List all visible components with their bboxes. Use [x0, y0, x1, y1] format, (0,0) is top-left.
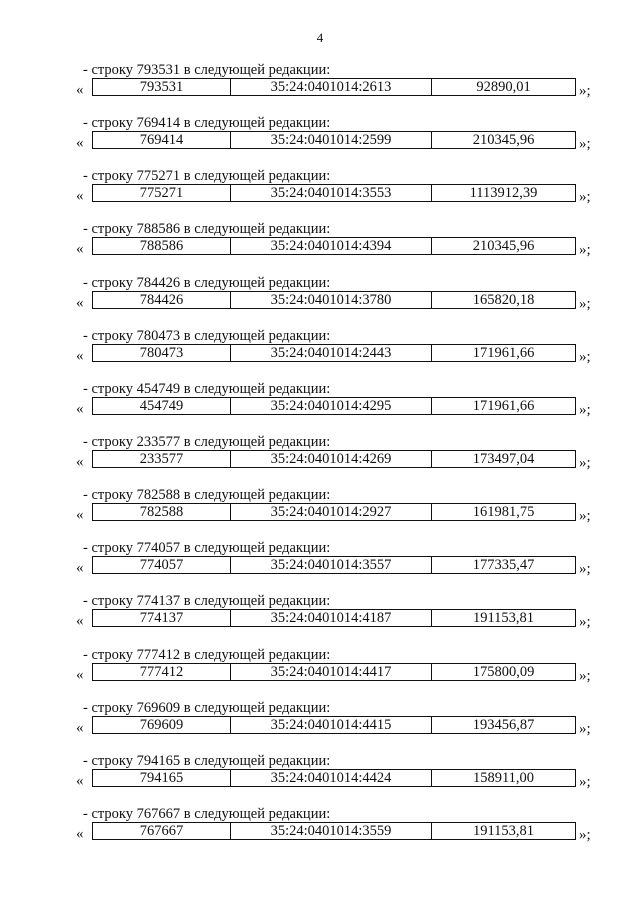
cell-value: 210345,96: [472, 238, 535, 255]
amendment-caption: [83, 328, 330, 344]
amendment-entry: [0, 275, 640, 328]
open-quote: «: [76, 666, 84, 683]
caption-prefix: - строку: [83, 62, 133, 78]
caption-prefix: - строку: [83, 380, 133, 397]
table-row: [92, 503, 576, 521]
caption-row-id: 784426: [136, 274, 181, 291]
cell-cadastral-number: 35:24:0401014:4187: [231, 610, 432, 626]
caption-row-id: 769609: [136, 699, 181, 716]
amendment-entry: [0, 221, 640, 274]
cell-row-id: 454749: [93, 398, 231, 414]
caption-row-id: 233577: [136, 433, 181, 450]
caption-row-id: 794165: [136, 752, 181, 769]
caption-row-id: 774057: [136, 540, 181, 557]
amendment-caption: [83, 700, 330, 716]
cell-row-id: 793531: [93, 79, 231, 95]
cell-cadastral-number: 35:24:0401014:4417: [231, 664, 432, 680]
close-quote: »;: [579, 773, 591, 790]
amendment-caption: [83, 806, 330, 822]
open-quote: «: [76, 560, 84, 577]
caption-suffix: в следующей редакции:: [183, 487, 331, 504]
amendment-entry: [0, 168, 640, 221]
cell-cadastral-number: 35:24:0401014:3557: [231, 557, 432, 573]
cell-cadastral-number: 35:24:0401014:3780: [231, 292, 432, 308]
amendment-caption: [83, 487, 330, 503]
cell-row-id: 767667: [93, 823, 231, 839]
close-quote: »;: [579, 508, 591, 525]
caption-row-id: 454749: [136, 380, 181, 397]
caption-prefix: - строку: [83, 752, 133, 769]
cell-row-id: 777412: [93, 664, 231, 680]
table-row: [92, 131, 576, 149]
amendment-caption: [83, 381, 330, 397]
caption-prefix: - строку: [83, 168, 133, 185]
amendment-caption: [83, 62, 330, 78]
caption-suffix: в следующей редакции:: [183, 380, 331, 397]
open-quote: «: [76, 772, 84, 789]
close-quote: »;: [579, 189, 591, 206]
open-quote: «: [76, 719, 84, 736]
close-quote: »;: [579, 242, 591, 259]
close-quote: »;: [579, 348, 591, 365]
cell-value: 191153,81: [472, 822, 535, 839]
caption-prefix: - строку: [83, 540, 133, 557]
caption-suffix: в следующей редакции:: [183, 646, 331, 663]
cell-value: 210345,96: [472, 132, 535, 149]
cell-row-id: 788586: [93, 238, 231, 254]
amendment-entry: [0, 593, 640, 646]
caption-prefix: - строку: [83, 805, 133, 822]
amendment-entry: [0, 487, 640, 540]
amendment-entry: [0, 753, 640, 806]
table-row: [92, 769, 576, 787]
table-row: [92, 556, 576, 574]
table-row: [92, 344, 576, 362]
open-quote: «: [76, 453, 84, 470]
close-quote: »;: [579, 295, 591, 312]
amendment-entry: [0, 540, 640, 593]
close-quote: »;: [579, 720, 591, 737]
cell-row-id: 782588: [93, 504, 231, 520]
cell-value: 173497,04: [472, 450, 535, 467]
caption-suffix: в следующей редакции:: [183, 752, 331, 769]
cell-value: 177335,47: [472, 557, 535, 574]
amendment-entry: [0, 700, 640, 753]
cell-row-id: 774137: [93, 610, 231, 626]
close-quote: »;: [579, 667, 591, 684]
cell-cadastral-number: 35:24:0401014:2613: [231, 79, 432, 95]
caption-suffix: в следующей редакции:: [183, 168, 331, 185]
close-quote: »;: [579, 454, 591, 471]
open-quote: «: [76, 135, 84, 152]
cell-row-id: 775271: [93, 185, 231, 201]
open-quote: «: [76, 347, 84, 364]
open-quote: «: [76, 82, 84, 98]
cell-cadastral-number: 35:24:0401014:4415: [231, 717, 432, 733]
amendment-entry: [0, 115, 640, 168]
caption-row-id: 780473: [136, 327, 181, 344]
open-quote: «: [76, 241, 84, 258]
table-row: [92, 237, 576, 255]
amendment-caption: [83, 115, 330, 131]
amendment-caption: [83, 434, 330, 450]
table-row: [92, 291, 576, 309]
cell-cadastral-number: 35:24:0401014:2927: [231, 504, 432, 520]
amendment-caption: [83, 221, 330, 237]
cell-value: 165820,18: [472, 291, 535, 308]
close-quote: »;: [579, 826, 591, 843]
caption-row-id: 782588: [136, 487, 181, 504]
close-quote: »;: [579, 614, 591, 631]
amendment-caption: [83, 647, 330, 663]
table-row: [92, 822, 576, 840]
caption-prefix: - строку: [83, 221, 133, 238]
close-quote: »;: [579, 136, 591, 153]
open-quote: «: [76, 294, 84, 311]
table-row: [92, 716, 576, 734]
caption-row-id: 793531: [136, 62, 181, 78]
amendment-caption: [83, 168, 330, 184]
open-quote: «: [76, 507, 84, 524]
caption-row-id: 769414: [136, 115, 181, 132]
close-quote: »;: [579, 561, 591, 578]
cell-row-id: 233577: [93, 451, 231, 467]
caption-prefix: - строку: [83, 115, 133, 132]
caption-prefix: - строку: [83, 487, 133, 504]
amendment-caption: [83, 753, 330, 769]
amendment-entry: [0, 806, 640, 859]
cell-row-id: 769414: [93, 132, 231, 148]
cell-row-id: 784426: [93, 292, 231, 308]
cell-row-id: 774057: [93, 557, 231, 573]
close-quote: »;: [579, 401, 591, 418]
amendment-entry: [0, 434, 640, 487]
caption-prefix: - строку: [83, 327, 133, 344]
cell-value: 193456,87: [472, 716, 535, 733]
page-number: 4: [316, 30, 324, 45]
caption-suffix: в следующей редакции:: [183, 327, 331, 344]
cell-cadastral-number: 35:24:0401014:4269: [231, 451, 432, 467]
caption-suffix: в следующей редакции:: [183, 115, 331, 132]
amendment-caption: [83, 593, 330, 609]
cell-cadastral-number: 35:24:0401014:4394: [231, 238, 432, 254]
amendment-entry: [0, 647, 640, 700]
close-quote: »;: [579, 83, 591, 99]
cell-cadastral-number: 35:24:0401014:3553: [231, 185, 432, 201]
table-row: [92, 184, 576, 202]
caption-row-id: 777412: [136, 646, 181, 663]
caption-prefix: - строку: [83, 274, 133, 291]
cell-row-id: 769609: [93, 717, 231, 733]
cell-cadastral-number: 35:24:0401014:4295: [231, 398, 432, 414]
open-quote: «: [76, 613, 84, 630]
cell-cadastral-number: 35:24:0401014:2443: [231, 345, 432, 361]
open-quote: «: [76, 825, 84, 842]
cell-row-id: 794165: [93, 770, 231, 786]
caption-row-id: 774137: [136, 593, 181, 610]
cell-value: 92890,01: [476, 79, 531, 95]
caption-suffix: в следующей редакции:: [183, 221, 331, 238]
table-row: [92, 450, 576, 468]
caption-row-id: 788586: [136, 221, 181, 238]
cell-value: 158911,00: [472, 769, 535, 786]
table-row: [92, 78, 576, 96]
cell-row-id: 780473: [93, 345, 231, 361]
caption-suffix: в следующей редакции:: [183, 62, 331, 78]
cell-cadastral-number: 35:24:0401014:2599: [231, 132, 432, 148]
cell-value: 175800,09: [472, 663, 535, 680]
caption-suffix: в следующей редакции:: [183, 805, 331, 822]
cell-value: 171961,66: [472, 397, 535, 414]
cell-value: 161981,75: [472, 504, 535, 521]
amendment-entry: [0, 62, 640, 115]
cell-value: 191153,81: [472, 610, 535, 627]
table-row: [92, 663, 576, 681]
open-quote: «: [76, 400, 84, 417]
amendment-list: [0, 62, 640, 859]
amendment-entry: [0, 381, 640, 434]
caption-suffix: в следующей редакции:: [183, 699, 331, 716]
amendment-caption: [83, 540, 330, 556]
cell-cadastral-number: 35:24:0401014:3559: [231, 823, 432, 839]
cell-value: 171961,66: [472, 344, 535, 361]
cell-cadastral-number: 35:24:0401014:4424: [231, 770, 432, 786]
caption-suffix: в следующей редакции:: [183, 540, 331, 557]
caption-row-id: 775271: [136, 168, 181, 185]
caption-prefix: - строку: [83, 593, 133, 610]
caption-suffix: в следующей редакции:: [183, 433, 331, 450]
open-quote: «: [76, 188, 84, 205]
caption-suffix: в следующей редакции:: [183, 593, 331, 610]
caption-prefix: - строку: [83, 699, 133, 716]
caption-row-id: 767667: [136, 805, 181, 822]
caption-suffix: в следующей редакции:: [183, 274, 331, 291]
table-row: [92, 609, 576, 627]
amendment-entry: [0, 328, 640, 381]
amendment-caption: [83, 275, 330, 291]
caption-prefix: - строку: [83, 433, 133, 450]
table-row: [92, 397, 576, 415]
cell-value: 1113912,39: [469, 185, 538, 202]
caption-prefix: - строку: [83, 646, 133, 663]
